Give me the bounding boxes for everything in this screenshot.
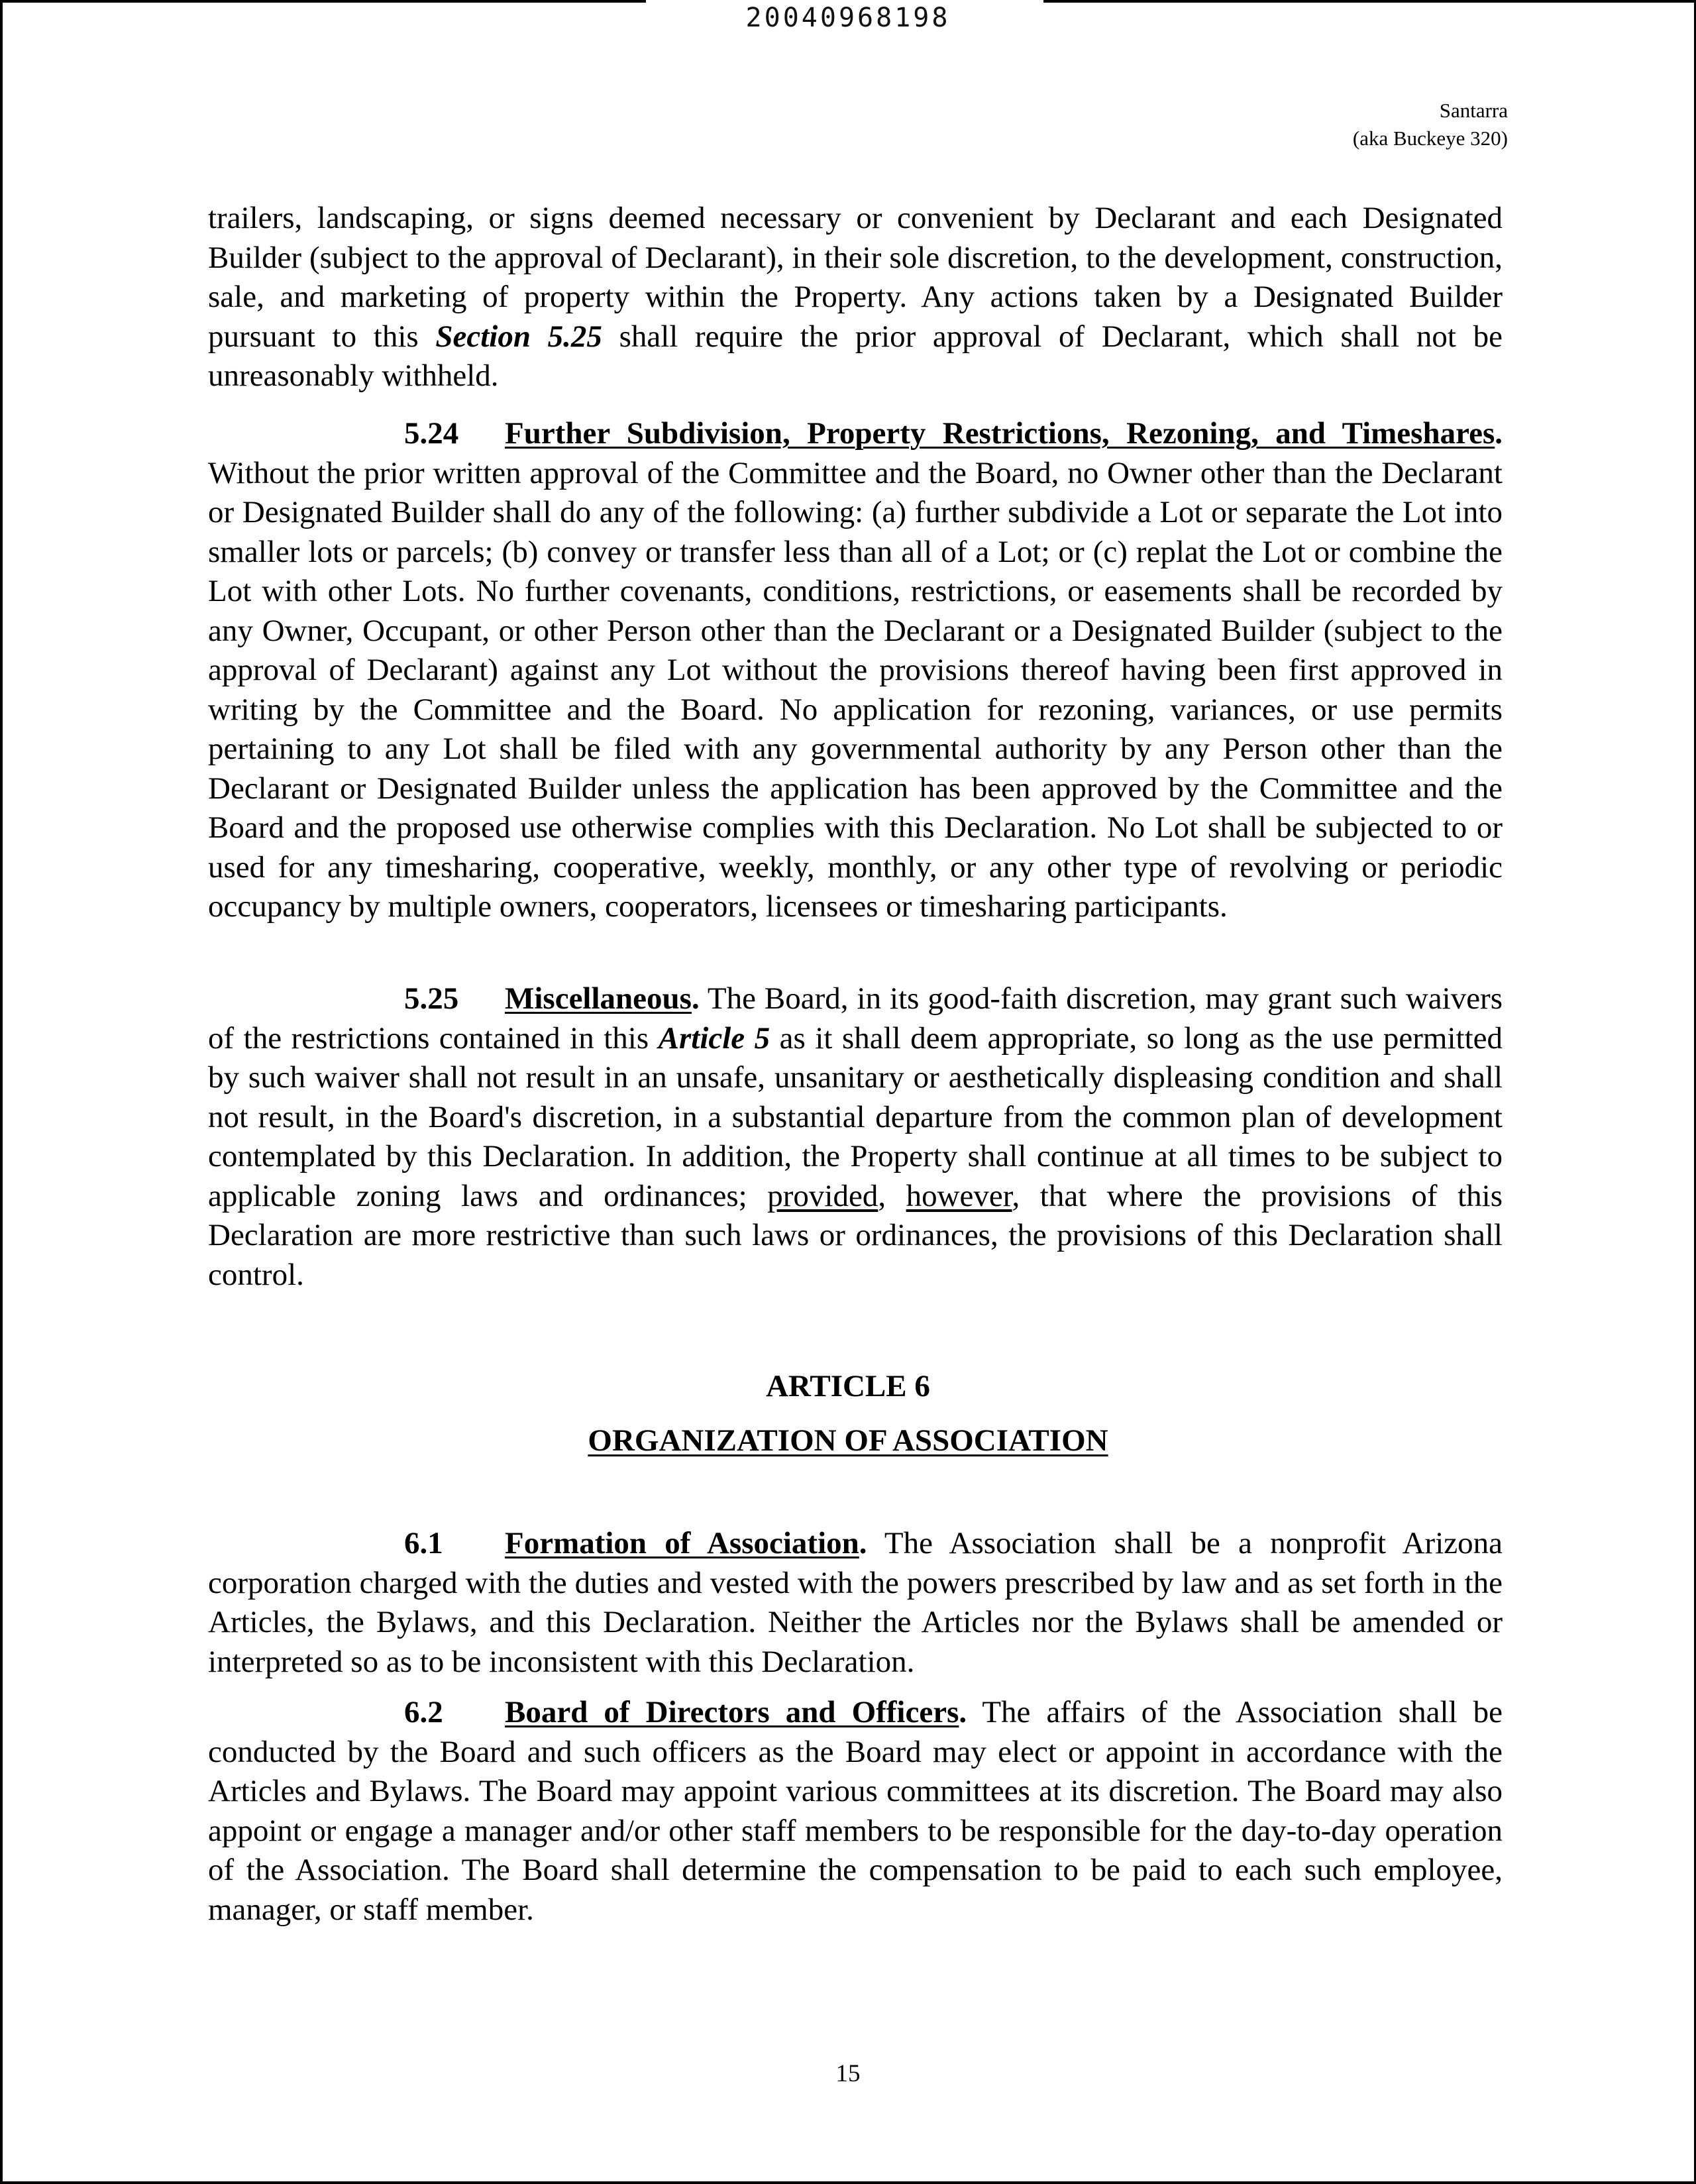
- continued-text: trailers, landscaping, or signs deemed necessary or convenient by Declarant and each Designated Builder (subject to the approval of Declarant), in their sole discretion, to the development, construction, sale, and marketing of property within the Property. Any actions taken by a Designated Builder pursuant to this Section 5.25 shall require the prior approval of Declarant, which shall not be unreasonably withheld.: [208, 201, 1503, 393]
- underlined-however: however: [906, 1178, 1012, 1213]
- section-title: Formation of Association: [505, 1526, 859, 1560]
- section-5-24: 5.24 Further Subdivision, Property Restrictions, Rezoning, and Timeshares. Without the prior written approval of the Committee and the Board, no Owner other than the Declarant or Designated Builder shall do any of the following: (a) further subdivide a Lot or separate the Lot into smaller lots or parcels; (b) convey or transfer less than all of a Lot; or (c) replat the Lot or combine the Lot with other Lots. No further covenants, conditions, restrictions, or easements shall be recorded by any Owner, Occupant, or other Person other than the Declarant or a Designated Builder (subject to the approval of Declarant) against any Lot without the provisions thereof having been first approved in writing by the Committee and the Board. No application for rezoning, variances, or use permits pertaining to any Lot shall be filed with any governmental authority by any Person other than the Declarant or Designated Builder unless the application has been approved by the Committee and the Board and the proposed use otherwise complies with this Declaration. No Lot shall be subjected to or used for any timesharing, cooperative, weekly, monthly, or any other type of revolving or periodic occupancy by multiple owners, cooperators, licensees or timesharing participants.: [208, 414, 1503, 927]
- section-6-2: 6.2 Board of Directors and Officers. The affairs of the Association shall be conducted by the Board and such officers as the Board may elect or appoint in accordance with the Articles and Bylaws. The Board may appoint various committees at its discretion. The Board may also appoint or engage a manager and/or other staff members to be responsible for the day-to-day operation of the Association. The Board shall determine the compensation to be paid to each such employee, manager, or staff member.: [208, 1693, 1503, 1930]
- section-number: 6.2: [404, 1695, 443, 1729]
- running-header: [1353, 97, 1508, 152]
- page-number: 15: [835, 2060, 861, 2087]
- section-number: 5.25: [404, 981, 459, 1016]
- scan-border-left: [0, 0, 3, 2184]
- section-number: 6.1: [404, 1526, 443, 1560]
- paragraph-continued: [208, 199, 1503, 396]
- scan-border-bottom: [0, 2181, 1696, 2184]
- document-number: 20040968198: [745, 3, 951, 33]
- section-title: Miscellaneous: [505, 981, 692, 1016]
- underlined-provided: provided: [767, 1178, 878, 1213]
- section-6-1: 6.1 Formation of Association. The Association shall be a nonprofit Arizona corporation charged with the duties and vested with the powers prescribed by law and as set forth in the Articles, the Bylaws, and this Declaration. Neither the Articles nor the Bylaws shall be amended or interpreted so as to be inconsistent with this Declaration.: [208, 1524, 1503, 1682]
- article-6-heading: ARTICLE 6: [766, 1369, 930, 1403]
- section-body: The affairs of the Association shall be conducted by the Board and such officers as the Board may elect or appoint in accordance with the Articles and Bylaws. The Board may appoint various committees at its discretion. The Board may also appoint or engage a manager and/or other staff members to be responsible for the day-to-day operation of the Association. The Board shall determine the compensation to be paid to each such employee, manager, or staff member.: [208, 1695, 1503, 1927]
- header-project-aka: (aka Buckeye 320): [1352, 127, 1508, 150]
- article-reference: Article 5: [658, 1020, 770, 1056]
- section-body: The Association shall be a nonprofit Arizona corporation charged with the duties and vested with the powers prescribed by law and as set forth in the Articles, the Bylaws, and this Declaration. Neither the Articles nor the Bylaws shall be amended or interpreted so as to be inconsistent with this Declaration.: [208, 1526, 1503, 1679]
- header-project-name: Santarra: [1439, 99, 1508, 122]
- section-title: Board of Directors and Officers: [505, 1695, 959, 1729]
- section-title: Further Subdivision, Property Restrictions, Rezoning, and Timeshares: [505, 416, 1495, 451]
- section-5-25: 5.25 Miscellaneous. The Board, in its good-faith discretion, may grant such waivers of the restrictions contained in this Article 5 as it shall deem appropriate, so long as the use permitted by such waiver shall not result in an unsafe, unsanitary or aesthetically displeasing condition and shall not result, in the Board's discretion, in a substantial departure from the common plan of development contemplated by this Declaration. In addition, the Property shall continue at all times to be subject to applicable zoning laws and ordinances; provided, however, that where the provisions of this Declaration are more restrictive than such laws or ordinances, the provisions of this Declaration shall control.: [208, 979, 1503, 1295]
- section-reference: Section 5.25: [435, 319, 602, 354]
- article-6-title: ORGANIZATION OF ASSOCIATION: [588, 1423, 1108, 1458]
- section-number: 5.24: [404, 416, 459, 451]
- section-body: Without the prior written approval of the Committee and the Board, no Owner other than the Declarant or Designated Builder shall do any of the following: (a) further subdivide a Lot or separate the Lot into smaller lots or parcels; (b) convey or transfer less than all of a Lot; or (c) replat the Lot or combine the Lot with other Lots. No further covenants, conditions, restrictions, or easements shall be recorded by any Owner, Occupant, or other Person other than the Declarant or a Designated Builder (subject to the approval of Declarant) against any Lot without the provisions thereof having been first approved in writing by the Committee and the Board. No application for rezoning, variances, or use permits pertaining to any Lot shall be filed with any governmental authority by any Person other than the Declarant or Designated Builder unless the application has been approved by the Committee and the Board and the proposed use otherwise complies with this Declaration. No Lot shall be subjected to or used for any timesharing, cooperative, weekly, monthly, or any other type of revolving or periodic occupancy by multiple owners, cooperators, licensees or timesharing participants.: [208, 455, 1503, 924]
